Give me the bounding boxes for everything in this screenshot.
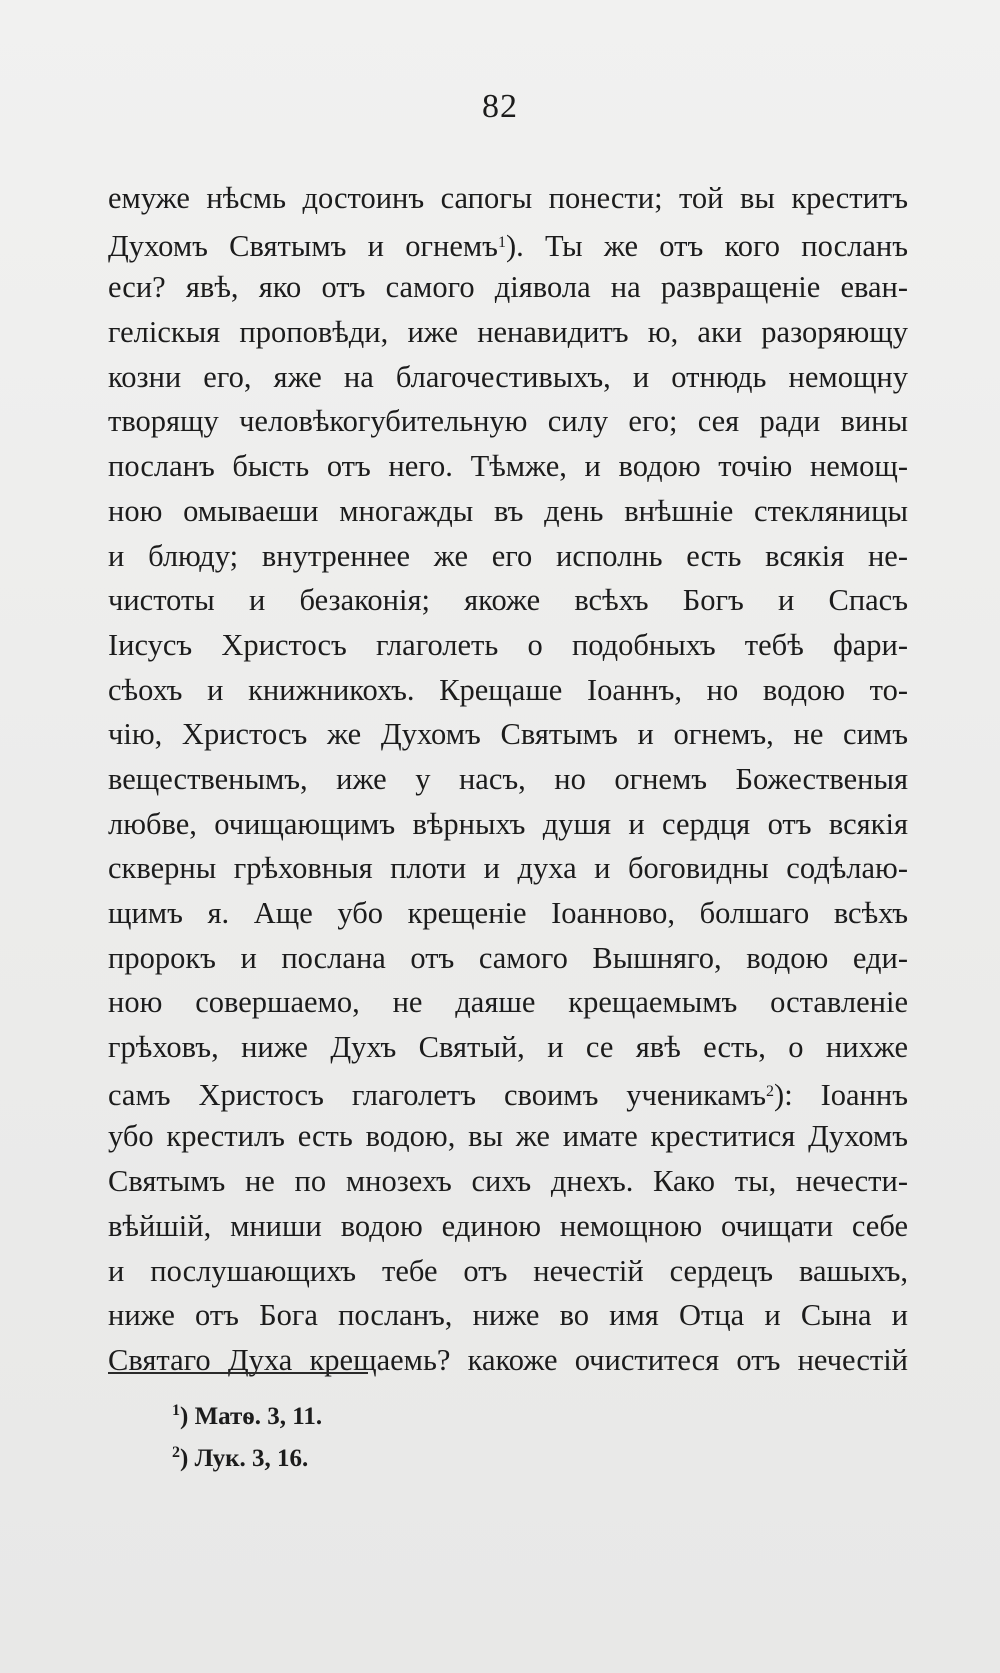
footnote-text: ) Матѳ. 3, 11. bbox=[180, 1403, 323, 1430]
text-line: убо крестилъ есть водою, вы же имате креститися Духомъ bbox=[108, 1119, 908, 1154]
text-line: и блюду; внутреннее же его исполнь есть всякія не- bbox=[108, 538, 908, 573]
text-line: любве, очищающимъ вѣрныхъ душя и сердця отъ всякія bbox=[108, 806, 908, 841]
text-line: творящу человѣкогубительную силу его; сея ради вины bbox=[108, 404, 908, 439]
footnote-mark: 2 bbox=[172, 1444, 180, 1461]
text-line: еси? явѣ, яко отъ самого діявола на развращеніе еван- bbox=[108, 270, 908, 305]
text-line: ниже отъ Бога посланъ, ниже во имя Отца и Сына и bbox=[108, 1298, 908, 1333]
footnotes bbox=[172, 1390, 322, 1474]
text-line: ною совершаемо, не даяше крещаемымъ оставленіе bbox=[108, 985, 908, 1020]
text-line: Святымъ не по мнозехъ сихъ днехъ. Како ты, нечести- bbox=[108, 1164, 908, 1199]
text-line: Духомъ Святымъ и огнемъ$^1$). Ты же отъ кого посланъ bbox=[108, 228, 908, 263]
text-line: козни его, яже на благочестивыхъ, и отнюдь немощну bbox=[108, 359, 908, 394]
page-number: 82 bbox=[482, 88, 518, 125]
footnote-ref[interactable]: 2 bbox=[766, 1082, 775, 1100]
text-line: вещественымъ, иже у насъ, но огнемъ Божественыя bbox=[108, 761, 908, 796]
text-line: Святаго Духа крещаемь? какоже очиститеся отъ нечестій bbox=[108, 1342, 908, 1377]
text-line: самъ Христосъ глаголетъ своимъ ученикамъ$^2$): Іоаннъ bbox=[108, 1077, 908, 1112]
text-line: посланъ бысть отъ него. Тѣмже, и водою точію немощ- bbox=[108, 449, 908, 484]
text-line: ною омываеши многажды въ день внѣшніе стекляницы bbox=[108, 493, 908, 528]
text-line: сѣохъ и книжникохъ. Крещаше Іоаннъ, но водою то- bbox=[108, 672, 908, 707]
text-line: геліскыя проповѣди, иже ненавидитъ ю, аки разоряющу bbox=[108, 315, 908, 350]
text-line: чію, Христосъ же Духомъ Святымъ и огнемъ, не симъ bbox=[108, 717, 908, 752]
text-line: вѣйшій, мниши водою единою немощною очищати себе bbox=[108, 1208, 908, 1243]
body-text bbox=[108, 176, 908, 1383]
footnote-text: ) Лук. 3, 16. bbox=[180, 1445, 309, 1472]
text-line: и послушающихъ тебе отъ нечестій сердецъ вашыхъ, bbox=[108, 1253, 908, 1288]
footnote bbox=[172, 1390, 322, 1432]
text-line: грѣховъ, ниже Духъ Святый, и се явѣ есть, о нихже bbox=[108, 1030, 908, 1065]
text-line: чистоты и безаконія; якоже всѣхъ Богъ и Спасъ bbox=[108, 583, 908, 618]
footnote bbox=[172, 1432, 322, 1474]
text-line: пророкъ и послана отъ самого Вышняго, водою еди- bbox=[108, 940, 908, 975]
text-line: щимъ я. Аще убо крещеніе Іоанново, болшаго всѣхъ bbox=[108, 896, 908, 930]
footnote-divider bbox=[108, 1372, 368, 1374]
text-line: Іисусъ Христосъ глаголеть о подобныхъ тебѣ фари- bbox=[108, 627, 908, 662]
footnote-mark: 1 bbox=[172, 1402, 180, 1419]
text-line: скверны грѣховныя плоти и духа и боговидны содѣлаю- bbox=[108, 851, 908, 886]
text-line: емуже нѣсмь достоинъ сапогы понести; той вы креститъ bbox=[108, 181, 908, 215]
footnote-ref[interactable]: 1 bbox=[497, 233, 506, 251]
